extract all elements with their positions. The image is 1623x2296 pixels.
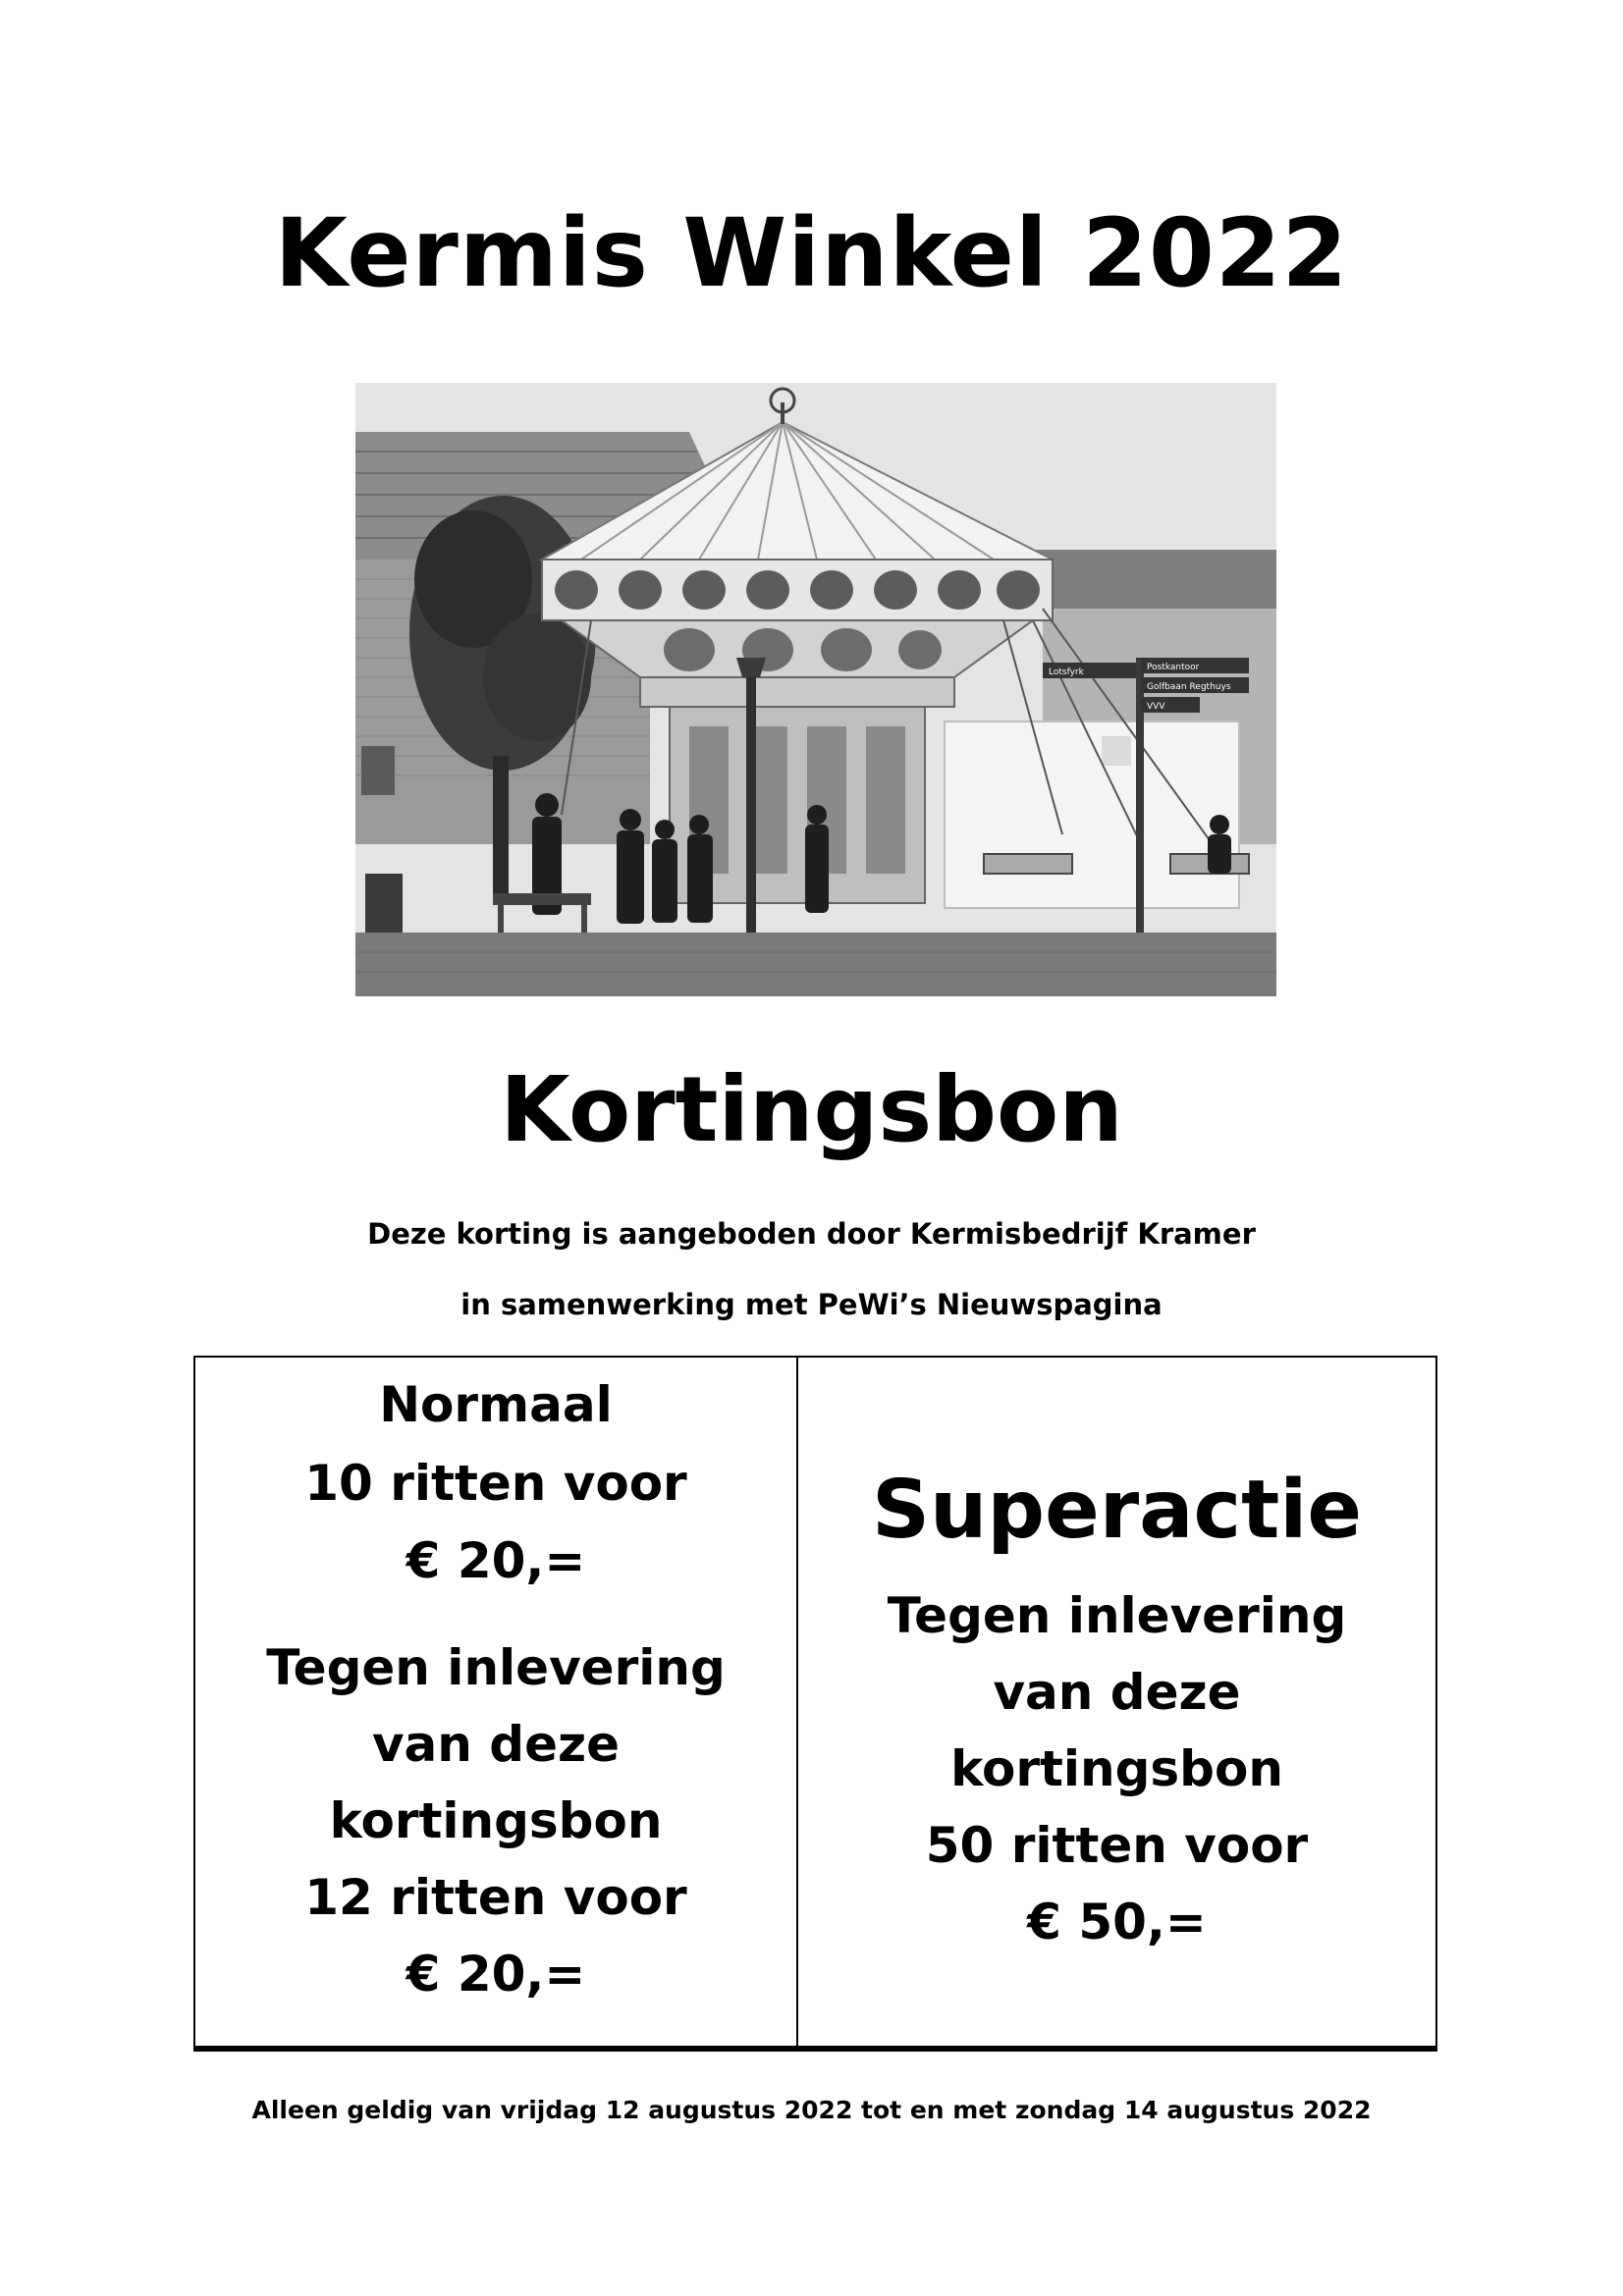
super-line2: van deze xyxy=(993,1664,1241,1721)
sign-postkantoor: Postkantoor xyxy=(1147,663,1200,672)
normal-offer-cell xyxy=(195,1358,798,2047)
sign-lotsfyrk: Lotsfyrk xyxy=(1049,667,1084,677)
offer-table-bottom-rule xyxy=(193,2046,1437,2052)
super-rides: 50 ritten voor xyxy=(925,1817,1309,1874)
offer-table xyxy=(193,1356,1437,2049)
validity-text: Alleen geldig van vrijdag 12 augustus 2022 tot en met zondag 14 augustus 2022 xyxy=(251,2096,1372,2124)
super-offer-cell xyxy=(798,1358,1435,2047)
normal-price: € 20,= xyxy=(406,1532,586,1589)
super-line1: Tegen inlevering xyxy=(887,1587,1347,1644)
sign-vvv: VVV xyxy=(1147,702,1165,712)
cooperation-text: in samenwerking met PeWi’s Nieuwspagina xyxy=(460,1288,1163,1321)
super-line3: kortingsbon xyxy=(950,1740,1283,1797)
normal-deal-line3: kortingsbon xyxy=(329,1792,663,1849)
normal-deal-price: € 20,= xyxy=(406,1946,586,2002)
page-title: Kermis Winkel 2022 xyxy=(274,198,1349,308)
sign-golfbaan: Golfbaan Regthuys xyxy=(1147,682,1231,692)
normal-rides: 10 ritten voor xyxy=(304,1455,687,1512)
carousel-photo-image xyxy=(355,383,1276,996)
normal-deal-line1: Tegen inlevering xyxy=(266,1639,726,1696)
normal-deal-line2: van deze xyxy=(371,1716,621,1773)
normal-label: Normaal xyxy=(379,1376,613,1433)
offered-by-text: Deze korting is aangeboden door Kermisbedrijf Kramer xyxy=(367,1217,1256,1251)
normal-deal-rides: 12 ritten voor xyxy=(304,1869,687,1926)
super-label: Superactie xyxy=(871,1464,1363,1557)
carousel-photo xyxy=(355,383,1276,996)
coupon-heading: Kortingsbon xyxy=(500,1057,1123,1162)
super-price: € 50,= xyxy=(1027,1894,1207,1950)
